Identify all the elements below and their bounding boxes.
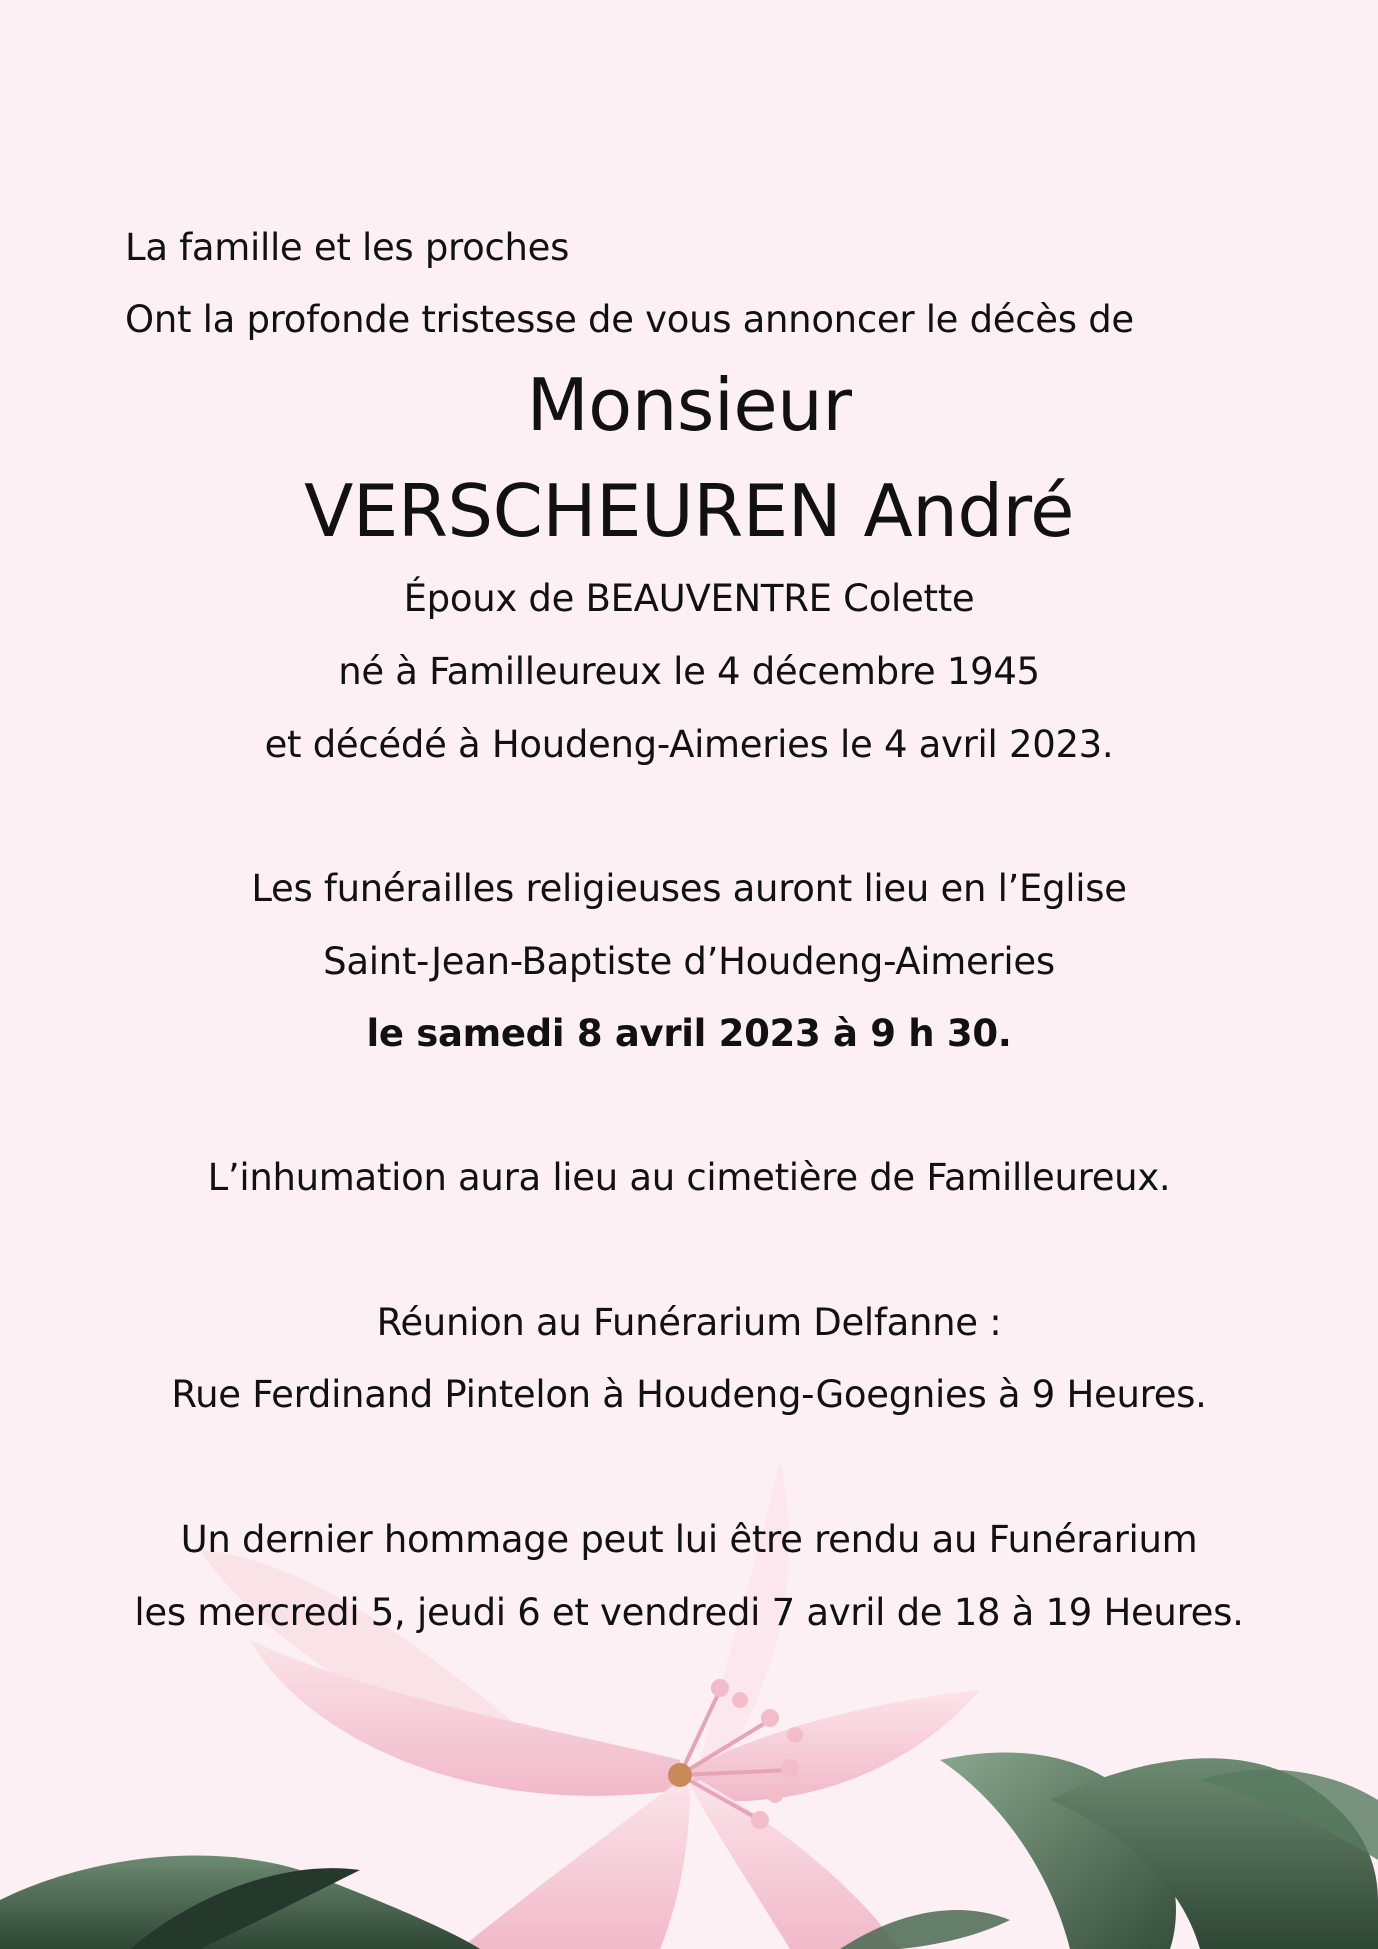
intro-block <box>125 212 1134 356</box>
intro-line: Ont la profonde tristesse de vous annoncer le décès de <box>125 298 1134 341</box>
meeting-line: Réunion au Funérarium Delfanne : <box>376 1301 1002 1344</box>
flower-illustration <box>0 1400 1378 1949</box>
tribute-dates: les mercredi 5, jeudi 6 et vendredi 7 avril de 18 à 19 Heures. <box>134 1591 1244 1634</box>
deceased-name: VERSCHEUREN André <box>304 469 1074 553</box>
birth-line: né à Familleureux le 4 décembre 1945 <box>338 650 1040 693</box>
burial-line: L’inhumation aura lieu au cimetière de Familleureux. <box>207 1156 1171 1199</box>
death-line: et décédé à Houdeng-Aimeries le 4 avril 2023. <box>264 723 1114 766</box>
meeting-address: Rue Ferdinand Pintelon à Houdeng-Goegnies à 9 Heures. <box>171 1373 1207 1416</box>
funeral-line: Les funérailles religieuses auront lieu en l’Eglise <box>251 867 1127 910</box>
funeral-date: le samedi 8 avril 2023 à 9 h 30. <box>366 1012 1012 1055</box>
honorific-title: Monsieur <box>526 363 852 447</box>
spouse-line: Époux de BEAUVENTRE Colette <box>403 577 975 620</box>
intro-line: La famille et les proches <box>125 226 570 269</box>
church-line: Saint-Jean-Baptiste d’Houdeng-Aimeries <box>323 940 1055 983</box>
tribute-line: Un dernier hommage peut lui être rendu au Funérarium <box>180 1518 1198 1561</box>
